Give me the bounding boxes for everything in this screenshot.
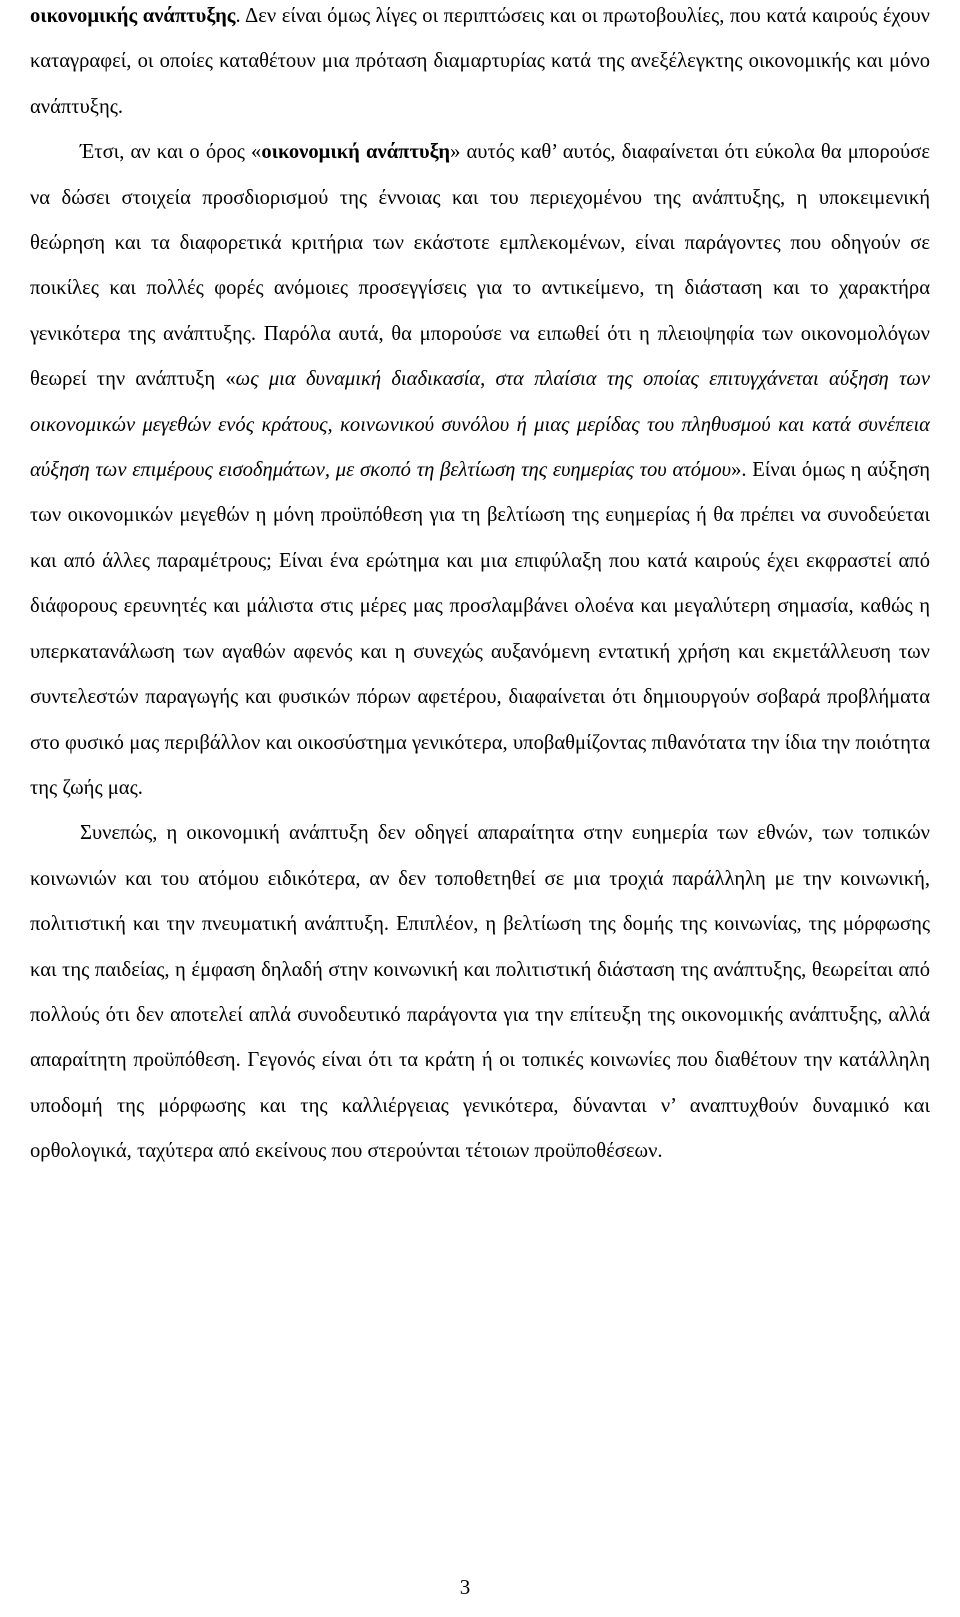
paragraph-1: [30, 0, 930, 130]
paragraph-2: [30, 130, 930, 811]
paragraph-1-text: . Δεν είναι όμως λίγες οι περιπτώσεις και οι πρωτοβουλίες, που κατά καιρούς έχουν καταγραφεί, οι οποίες καταθέτουν μια πρόταση διαμαρτυρίας κατά της ανεξέλεγκτης οικονομικής και μόνο ανάπτυξης.: [30, 5, 930, 118]
paragraph-2-text-2: » αυτός καθ’ αυτός, διαφαίνεται ότι εύκολα θα μπορούσε να δώσει στοιχεία προσδιορισμού της έννοιας και του περιεχομένου της ανάπτυξης, η υποκειμενική θεώρηση και τα διαφορετικά κριτήρια των εκάστοτε εμπλεκομένων, είναι παράγοντες που οδηγούν σε ποικίλες και πολλές φορές ανόμοιες προσεγγίσεις για το αντικείμενο, τη διάσταση και το χαρακτήρα γενικότερα της ανάπτυξης. Παρόλα αυτά, θα μπορούσε να ειπωθεί ότι η πλειοψηφία των οικονομολόγων θεωρεί την ανάπτυξη «: [30, 141, 930, 391]
document-page: [30, 0, 930, 1175]
paragraph-2-text-1: Έτσι, αν και ο όρος «: [80, 141, 262, 164]
paragraph-2-text-3: ». Είναι όμως η αύξηση των οικονομικών μεγεθών η μόνη προϋπόθεση για τη βελτίωση της ευημερίας ή θα πρέπει να συνοδεύεται και από άλλες παραμέτρους; Είναι ένα ερώτημα και μια επιφύλαξη που κατά καιρούς έχει εκφραστεί από διάφορους ερευνητές και μάλιστα στις μέρες μας προσλαμβάνει ολοένα και μεγαλύτερη σημασία, καθώς η υπερκατανάλωση των αγαθών αφενός και η συνεχώς αυξανόμενη εντατική χρήση και εκμετάλλευση των συντελεστών παραγωγής και φυσικών πόρων αφετέρου, διαφαίνεται ότι δημιουργούν σοβαρά προβλήματα στο φυσικό μας περιβάλλον και οικοσύστημα γενικότερα, υποβαθμίζοντας πιθανότατα την ίδια την ποιότητα της ζωής μας.: [30, 459, 930, 799]
italic-quote: ως μια δυναμική διαδικασία, στα πλαίσια της οποίας επιτυγχάνεται αύξηση των οικονομικών μεγεθών ενός κράτους, κοινωνικού συνόλου ή μιας μερίδας του πληθυσμού και κατά συνέπεια αύξηση των επιμέρους εισοδημάτων, με σκοπό τη βελτίωση της ευημερίας του ατόμου: [30, 368, 930, 482]
paragraph-3-text: Συνεπώς, η οικονομική ανάπτυξη δεν οδηγεί απαραίτητα στην ευημερία των εθνών, των τοπικών κοινωνιών και του ατόμου ειδικότερα, αν δεν τοποθετηθεί σε μια τροχιά παράλληλη με την κοινωνική, πολιτιστική και την πνευματική ανάπτυξη. Επιπλέον, η βελτίωση της δομής της κοινωνίας, της μόρφωσης και της παιδείας, η έμφαση δηλαδή στην κοινωνική και πολιτιστική διάσταση της ανάπτυξης, θεωρείται από πολλούς ότι δεν αποτελεί απλά συνοδευτικό παράγοντα για την επίτευξη της οικονομικής ανάπτυξης, αλλά απαραίτητη προϋπόθεση. Γεγονός είναι ότι τα κράτη ή οι τοπικές κοινωνίες που διαθέτουν την κατάλληλη υποδομή της μόρφωσης και της καλλιέργειας γενικότερα, δύνανται ν’ αναπτυχθούν δυναμικό και ορθολογικά, ταχύτερα από εκείνους που στερούνται τέτοιων προϋποθέσεων.: [30, 822, 930, 1163]
bold-lead-text: οικονομικής ανάπτυξης: [30, 5, 236, 27]
bold-term: οικονομική ανάπτυξη: [261, 141, 451, 164]
paragraph-3: [30, 811, 930, 1174]
page-number: 3: [459, 1575, 471, 1599]
